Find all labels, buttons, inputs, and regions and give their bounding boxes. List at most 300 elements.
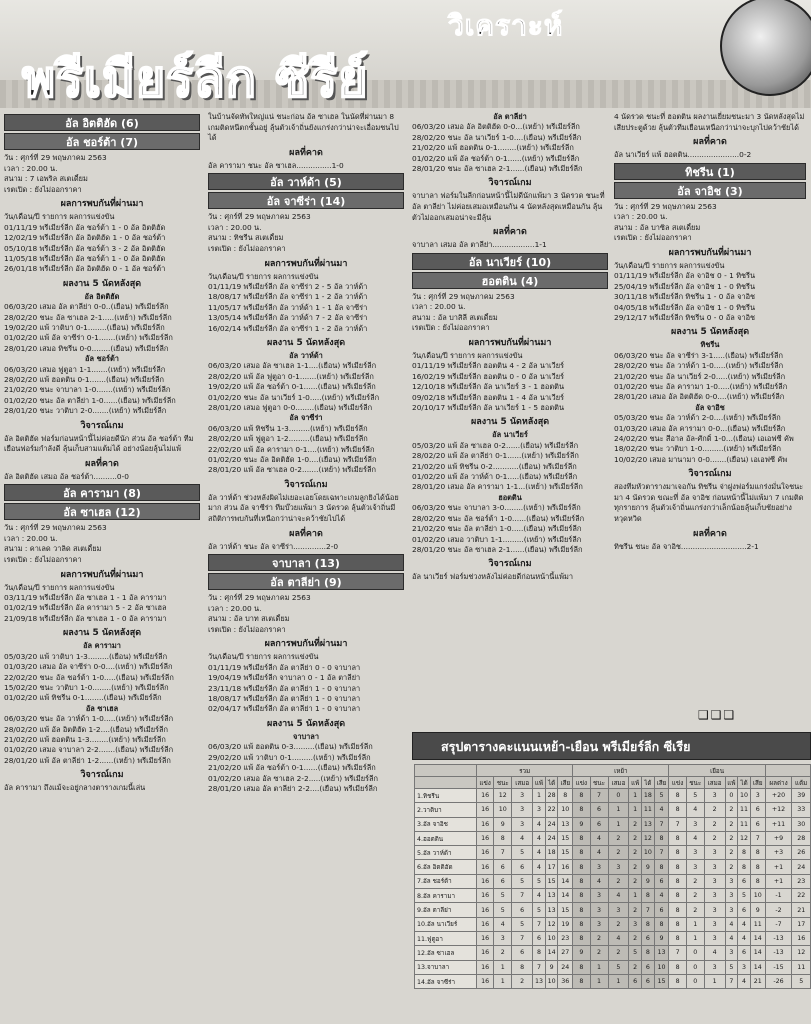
analysis-text: อัล นาเวียร์ ฟอร์มช่วงหลังไม่ค่อยดีก่อนหน้านี้แพ้มา bbox=[412, 572, 573, 582]
column-header: แข่ง bbox=[573, 777, 590, 789]
stat-cell: 8 bbox=[669, 960, 686, 974]
last5-row: 05/03/20 แพ้ วาติบา 1-3.........(เยือน) พรีเมียร์ลีก bbox=[4, 651, 168, 661]
stat-cell: 2 bbox=[629, 874, 642, 888]
last5-row: 28/01/20 เสมอ ฟูตูอา 0-0........(เยือน) พรีเมียร์ลีก bbox=[208, 403, 373, 413]
team-name-cell: 14.อัล จาซีร่า bbox=[415, 974, 477, 988]
standings-body bbox=[415, 789, 811, 989]
stat-cell: 33 bbox=[792, 803, 811, 817]
table-row bbox=[415, 874, 811, 888]
prediction: อัล อิตติฮัด เสมอ อัล ชอร์ต้า..........0-0 bbox=[4, 471, 129, 481]
last5-heading: ผลงาน 5 นัดหลังสุด bbox=[266, 718, 346, 729]
last5-heading: ผลงาน 5 นัดหลังสุด bbox=[266, 338, 346, 348]
stat-cell: 5 bbox=[608, 960, 629, 974]
last5-heading: ผลงาน 5 นัดหลังสุด bbox=[62, 628, 142, 639]
stat-cell: 3 bbox=[704, 931, 725, 945]
stat-cell: 7 bbox=[725, 974, 738, 988]
last5-row: 28/02/20 แพ้ ฟูตูอา 1-2.........(เยือน) พรีเมียร์ลีก bbox=[208, 434, 368, 444]
info-line: สนาม : 7 เอพริล สเตเดี้ยม bbox=[4, 174, 88, 184]
h2h-row: 12/02/19 พรีเมียร์ลีก อัล อิตติฮัด 1 - 0 อัล ชอร์ต้า bbox=[4, 233, 166, 243]
h2h-row: 25/04/19 พรีเมียร์ลีก อัล จาอิช 1 - 0 ทิชรีน bbox=[614, 281, 756, 291]
table-row bbox=[415, 889, 811, 903]
stat-cell: 2 bbox=[725, 846, 738, 860]
last5-row: 28/02/20 ชนะ อัล ชอร์ต้า 1-0......(เยือน) พรีเมียร์ลีก bbox=[412, 513, 585, 523]
stat-cell: 8 bbox=[512, 960, 533, 974]
stat-cell: 12 bbox=[642, 831, 655, 845]
table-row bbox=[415, 931, 811, 945]
last5-row: 28/01/20 เสมอ อัล คารามา 1-1...(เหย้า) พรีเมียร์ลีก bbox=[412, 482, 583, 492]
stat-cell: 8 bbox=[669, 860, 686, 874]
h2h-row: วัน/เดือน/ปี รายการ ผลการแข่งขัน bbox=[614, 260, 725, 270]
team-name-cell: 3.อัล จาอิช bbox=[415, 817, 477, 831]
team-name-cell: 8.อัล คารามา bbox=[415, 889, 477, 903]
stat-cell: 8 bbox=[669, 903, 686, 917]
last5-team: อัล นาเวียร์ bbox=[492, 430, 528, 440]
stat-cell: 6 bbox=[738, 903, 751, 917]
stat-cell: 10 bbox=[545, 974, 558, 988]
team-bar-away: อัล จาซีร่า (14) bbox=[208, 192, 404, 209]
stat-cell: 2 bbox=[629, 831, 642, 845]
team-name-cell: 10.อัล นาเวียร์ bbox=[415, 917, 477, 931]
column-header: แข่ง bbox=[669, 777, 686, 789]
stat-cell: 8 bbox=[669, 931, 686, 945]
stat-cell: 5 bbox=[725, 960, 738, 974]
stat-cell: 3 bbox=[725, 903, 738, 917]
stat-cell: +12 bbox=[765, 803, 792, 817]
group-total-header: รวม bbox=[477, 765, 573, 777]
last5-team: อัล จาอิช bbox=[695, 402, 725, 412]
analysis-text: จาบาลา ฟอร์มในลีกก่อนหน้านี้ไม่ดีนักแพ้มา 3 นัดรวด ชนะที่ อัล ตาลีย่า ไม่ค่อยเสมอเหมือนกัน 4 นัดหลังสุดเหมือนกัน ลุ้นตัวไม่ออกเสมอน่าจะมีลุ้น bbox=[412, 191, 605, 222]
stat-cell: 3 bbox=[704, 789, 725, 803]
column-4 bbox=[614, 112, 806, 552]
h2h-heading: ผลการพบกันที่ผ่านมา bbox=[60, 569, 144, 580]
h2h-row: 11/05/17 พรีเมียร์ลีก อัล วาห์ด้า 1 - 1 อัล จาซีร่า bbox=[208, 302, 368, 312]
last5-team: อัล วาห์ด้า bbox=[289, 351, 323, 360]
last5-row: 01/02/20 เสมอ วาติบา 1-1.........(เหย้า) พรีเมียร์ลีก bbox=[412, 534, 582, 544]
stat-cell: 3 bbox=[704, 917, 725, 931]
stat-cell: 3 bbox=[629, 917, 642, 931]
stat-cell: 2 bbox=[629, 860, 642, 874]
stat-cell: 27 bbox=[558, 946, 573, 960]
stat-cell: 8 bbox=[573, 974, 590, 988]
stat-cell: 3 bbox=[590, 917, 608, 931]
stat-cell: 8 bbox=[533, 946, 546, 960]
stat-cell: 3 bbox=[704, 903, 725, 917]
corner-cell bbox=[415, 765, 477, 777]
stat-cell: 13 bbox=[642, 817, 655, 831]
stat-cell: 3 bbox=[512, 803, 533, 817]
team-bar-away: อัล ชอร์ต้า (7) bbox=[4, 133, 200, 150]
h2h-row: 23/11/18 พรีเมียร์ลีก อัล ตาลีย่า 1 - 0 จาบาลา bbox=[208, 683, 361, 693]
table-row bbox=[415, 860, 811, 874]
stat-cell: 2 bbox=[725, 831, 738, 845]
last5-row: 28/01/20 ชนะ วาติบา 2-0.......(เหย้า) พรีเมียร์ลีก bbox=[4, 406, 167, 416]
last5-team: อัล คารามา bbox=[83, 641, 121, 651]
column-header: เสมอ bbox=[608, 777, 629, 789]
stat-cell: 10 bbox=[738, 789, 751, 803]
last5-row: 06/03/20 เสมอ ฟูตูอา 1-1.......(เหย้า) พรีเมียร์ลีก bbox=[4, 364, 166, 374]
last5-row: 28/02/20 แพ้ อัล ตาลีย่า 0-1......(เหย้า) พรีเมียร์ลีก bbox=[412, 451, 579, 461]
stat-cell: 4 bbox=[704, 946, 725, 960]
last5-row: 06/03/20 เสมอ อัล ซาเฮล 1-1....(เยือน) พรีเมียร์ลีก bbox=[208, 361, 377, 371]
info-line: เรตเปิด : ยังไม่ออกราคา bbox=[208, 624, 286, 634]
stat-cell: 24 bbox=[545, 817, 558, 831]
stat-cell: 2 bbox=[704, 803, 725, 817]
stat-cell: 3 bbox=[725, 946, 738, 960]
stat-cell: 12 bbox=[792, 946, 811, 960]
info-line: สนาม : ทิชรีน สเตเดี้ยม bbox=[208, 233, 284, 243]
stat-cell: 13 bbox=[533, 974, 546, 988]
stat-cell: 13 bbox=[654, 946, 669, 960]
column-header: เสีย bbox=[654, 777, 669, 789]
info-line: เวลา : 20.00 น. bbox=[208, 222, 262, 232]
stat-cell: 8 bbox=[654, 860, 669, 874]
stat-cell: 8 bbox=[573, 831, 590, 845]
section-title: พรีเมียร์ลีก ซีรีย์ bbox=[22, 50, 369, 108]
stat-cell: 0 bbox=[686, 946, 704, 960]
stat-cell: 3 bbox=[533, 803, 546, 817]
stat-cell: 8 bbox=[669, 846, 686, 860]
stat-cell: 4 bbox=[533, 846, 546, 860]
table-row bbox=[415, 846, 811, 860]
stat-cell: 4 bbox=[686, 803, 704, 817]
stat-cell: 2 bbox=[704, 831, 725, 845]
stat-cell: 9 bbox=[573, 817, 590, 831]
stat-cell: 4 bbox=[590, 831, 608, 845]
stat-cell: 8 bbox=[573, 960, 590, 974]
stat-cell: 8 bbox=[642, 946, 655, 960]
stat-cell: 7 bbox=[654, 817, 669, 831]
h2h-row: 16/02/14 พรีเมียร์ลีก อัล จาซีร่า 1 - 2 อัล วาห์ด้า bbox=[208, 323, 368, 333]
stat-cell: 2 bbox=[686, 889, 704, 903]
stat-cell: 8 bbox=[642, 889, 655, 903]
h2h-row: 11/05/18 พรีเมียร์ลีก อัล ชอร์ต้า 1 - 0 อัล อิตติฮัด bbox=[4, 254, 166, 263]
table-row bbox=[415, 960, 811, 974]
h2h-row: 01/02/19 พรีเมียร์ลีก อัล คารามา 5 - 2 อัล ซาเฮล bbox=[4, 603, 167, 613]
h2h-row: 21/09/18 พรีเมียร์ลีก อัล ซาเฮล 1 - 0 อัล คารามา bbox=[4, 613, 167, 623]
stat-cell: 6 bbox=[642, 974, 655, 988]
table-row bbox=[415, 903, 811, 917]
table-row bbox=[415, 789, 811, 803]
last5-team: อัล ตาลีย่า bbox=[493, 112, 527, 121]
column-header: ได้ bbox=[738, 777, 751, 789]
stat-cell: 15 bbox=[558, 903, 573, 917]
stat-cell: 7 bbox=[642, 903, 655, 917]
column-header: ได้ bbox=[642, 777, 655, 789]
stat-cell: 1 bbox=[629, 789, 642, 803]
stat-cell: 4 bbox=[738, 974, 751, 988]
team-name-cell: 2.วาติบา bbox=[415, 803, 477, 817]
stat-cell: 2 bbox=[512, 974, 533, 988]
stat-cell: 14 bbox=[558, 874, 573, 888]
stat-cell: 16 bbox=[477, 903, 494, 917]
last5-row: 21/02/20 ชนะ จาบาลา 1-0.......(เหย้า) พรีเมียร์ลีก bbox=[4, 385, 171, 395]
stat-cell: -15 bbox=[765, 960, 792, 974]
info-line: เวลา : 20.00 น. bbox=[4, 533, 58, 543]
stat-cell: 3 bbox=[512, 817, 533, 831]
stat-cell: 6 bbox=[738, 946, 751, 960]
stat-cell: 8 bbox=[573, 860, 590, 874]
analysis-text: 4 นัดรวด ชนะที่ ฮอตติน ผลงานเยี่ยมชนะมา 3 นัดหลังสุดไม่เสียประตูด้วย ลุ้นตัวทีมเยือนเหนือกว่าน่าจะบุกไปคว้าชัยได้ bbox=[614, 112, 805, 132]
stat-cell: 16 bbox=[477, 974, 494, 988]
info-line: เรตเปิด : ยังไม่ออกราคา bbox=[4, 184, 82, 194]
stat-cell: 14 bbox=[545, 946, 558, 960]
h2h-row: 01/11/19 พรีเมียร์ลีก อัล จาอิช 0 - 1 ทิชรีน bbox=[614, 271, 756, 281]
h2h-row: 01/11/19 พรีเมียร์ลีก อัล จาซีร่า 2 - 5 อัล วาห์ด้า bbox=[208, 281, 368, 291]
stat-cell: 1 bbox=[686, 931, 704, 945]
stat-cell: 8 bbox=[738, 860, 751, 874]
team-bar-home: อัล อิตติฮัด (6) bbox=[4, 114, 200, 131]
table-row bbox=[415, 974, 811, 988]
last5-row: 21/02/20 ชนะ อัล นาเวียร์ 2-0.....(เหย้า) พรีเมียร์ลีก bbox=[614, 371, 786, 381]
stat-cell: 7 bbox=[533, 960, 546, 974]
stat-cell: 8 bbox=[669, 831, 686, 845]
stat-cell: 11 bbox=[642, 803, 655, 817]
stat-cell: 1 bbox=[629, 803, 642, 817]
column-2 bbox=[208, 112, 404, 794]
stat-cell: 12 bbox=[494, 789, 512, 803]
info-line: สนาม : คาเลด วาลิด สเตเดี้ยม bbox=[4, 544, 102, 554]
last5-row: 28/01/20 ชนะ อัล ซาเฮล 2-1......(เยือน) พรีเมียร์ลีก bbox=[412, 164, 583, 174]
prediction-heading: ผลที่คาด bbox=[289, 528, 323, 539]
stat-cell: 8 bbox=[573, 903, 590, 917]
stat-cell: 8 bbox=[494, 831, 512, 845]
last5-row: 05/03/20 แพ้ อัล ซาเฮล 0-2......(เยือน) พรีเมียร์ลีก bbox=[412, 440, 579, 450]
stat-cell: 24 bbox=[545, 831, 558, 845]
prediction-heading: ผลที่คาด bbox=[493, 227, 527, 238]
team-name-cell: 1.ทิชรีน bbox=[415, 789, 477, 803]
last5-team: จาบาลา bbox=[292, 731, 319, 741]
stat-cell: 9 bbox=[642, 874, 655, 888]
team-name-cell: 6.อัล อิตติฮัด bbox=[415, 860, 477, 874]
h2h-row: 13/05/14 พรีเมียร์ลีก อัล วาห์ด้า 7 - 2 อัล จาซีร่า bbox=[208, 313, 368, 323]
table-row bbox=[415, 917, 811, 931]
stat-cell: 9 bbox=[573, 946, 590, 960]
stat-cell: 6 bbox=[533, 931, 546, 945]
stat-cell: 6 bbox=[642, 960, 655, 974]
info-line: วัน : ศุกร์ที่ 29 พฤษภาคม 2563 bbox=[4, 153, 107, 162]
stat-cell: 17 bbox=[792, 917, 811, 931]
team-name-cell: 5.อัล วาห์ด้า bbox=[415, 846, 477, 860]
standings-table bbox=[414, 764, 811, 989]
stat-cell: 30 bbox=[792, 817, 811, 831]
last5-team: ฮอตติน bbox=[498, 492, 522, 502]
info-line: สนาม : อัล บาซิล สเตเดี้ยม bbox=[614, 222, 701, 232]
info-line: สนาม : อัล บาท สเตเดี้ยม bbox=[208, 614, 290, 624]
stat-cell: 3 bbox=[704, 874, 725, 888]
stat-cell: 18 bbox=[642, 789, 655, 803]
h2h-row: 01/11/19 พรีเมียร์ลีก อัล ตาลีย่า 0 - 0 จาบาลา bbox=[208, 662, 361, 672]
stat-cell: 7 bbox=[512, 889, 533, 903]
team-bar-away: ฮอตติน (4) bbox=[412, 272, 608, 289]
last5-row: 28/02/20 แพ้ อัล อิตติฮัด 1-2....(เยือน) พรีเมียร์ลีก bbox=[4, 724, 169, 734]
stat-cell: 8 bbox=[750, 860, 765, 874]
stat-cell: 9 bbox=[750, 903, 765, 917]
stat-cell: 7 bbox=[750, 831, 765, 845]
stat-cell: 1 bbox=[608, 803, 629, 817]
team-bar-home: อัล วาห์ด้า (5) bbox=[208, 173, 404, 190]
stat-cell: 11 bbox=[738, 817, 751, 831]
stat-cell: -1 bbox=[765, 889, 792, 903]
column-header: ชนะ bbox=[590, 777, 608, 789]
prediction-heading: ผลที่คาด bbox=[693, 528, 727, 539]
info-line: สนาม : อัล บาสิลี สเตเดี้ยม bbox=[412, 312, 498, 322]
stat-cell: 7 bbox=[654, 846, 669, 860]
stat-cell: 21 bbox=[750, 974, 765, 988]
stat-cell: 28 bbox=[545, 789, 558, 803]
group-home-header: เหย้า bbox=[573, 765, 669, 777]
stat-cell: 16 bbox=[477, 960, 494, 974]
last5-row: 21/02/20 ชนะ อัล ตาลีย่า 1-0.....(เยือน) พรีเมียร์ลีก bbox=[412, 524, 582, 534]
last5-team: อัล ชอร์ต้า bbox=[85, 354, 119, 364]
stat-cell: 13 bbox=[545, 889, 558, 903]
h2h-row: 02/04/17 พรีเมียร์ลีก อัล ตาลีย่า 1 - 0 จาบาลา bbox=[208, 704, 361, 714]
last5-row: 24/02/20 ชนะ สีอาล อัล-ศักดิ์ 1-0...(เยือน) เอเอฟซี คัพ bbox=[614, 434, 794, 444]
h2h-row: 26/01/18 พรีเมียร์ลีก อัล อิตติฮัด 0 - 1 อัล ชอร์ต้า bbox=[4, 264, 166, 274]
stat-cell: 3 bbox=[686, 817, 704, 831]
corner-cell bbox=[415, 777, 477, 789]
stat-cell: 3 bbox=[590, 860, 608, 874]
stat-cell: 6 bbox=[512, 903, 533, 917]
column-header: ชนะ bbox=[494, 777, 512, 789]
stat-cell: 8 bbox=[669, 917, 686, 931]
stat-cell: 19 bbox=[558, 917, 573, 931]
table-row bbox=[415, 946, 811, 960]
stat-cell: 6 bbox=[494, 860, 512, 874]
stat-cell: 24 bbox=[792, 860, 811, 874]
h2h-row: 01/11/19 พรีเมียร์ลีก อัล ชอร์ต้า 1 - 0 อัล อิตติฮัด bbox=[4, 222, 166, 232]
team-name-cell: 11.ฟูตูอา bbox=[415, 931, 477, 945]
info-line: เรตเปิด : ยังไม่ออกราคา bbox=[4, 555, 82, 565]
h2h-row: 18/08/17 พรีเมียร์ลีก อัล จาซีร่า 1 - 2 อัล วาห์ด้า bbox=[208, 292, 368, 302]
stat-cell: 6 bbox=[750, 817, 765, 831]
stat-cell: 3 bbox=[608, 903, 629, 917]
team-name-cell: 13.จาบาลา bbox=[415, 960, 477, 974]
stat-cell: 2 bbox=[629, 960, 642, 974]
info-line: เวลา : 20.00 น. bbox=[4, 163, 58, 173]
stat-cell: 13 bbox=[545, 903, 558, 917]
h2h-row: 12/10/18 พรีเมียร์ลีก อัล นาเวียร์ 3 - 1 ฮอตติน bbox=[412, 382, 564, 392]
stat-cell: 8 bbox=[669, 874, 686, 888]
stat-cell: 0 bbox=[725, 789, 738, 803]
stat-cell: 23 bbox=[558, 931, 573, 945]
h2h-row: 04/05/18 พรีเมียร์ลีก อัล จาอิช 1 - 0 ทิชรีน bbox=[614, 302, 756, 312]
stat-cell: 2 bbox=[725, 860, 738, 874]
stat-cell: 15 bbox=[558, 831, 573, 845]
stat-cell: 4 bbox=[608, 889, 629, 903]
stat-cell: 3 bbox=[686, 860, 704, 874]
stat-cell: 10 bbox=[558, 803, 573, 817]
last5-team: อัล อิตติฮัด bbox=[84, 291, 120, 301]
last5-row: 01/03/20 เสมอ อัล จาซีร่า 0-0....(เหย้า) พรีเมียร์ลีก bbox=[4, 662, 173, 672]
standings-column-row bbox=[415, 777, 811, 789]
stat-cell: 3 bbox=[686, 846, 704, 860]
stat-cell: 5 bbox=[494, 903, 512, 917]
analysis-heading: วิจารณ์เกม bbox=[80, 420, 124, 431]
team-bar-home: จาบาลา (13) bbox=[208, 554, 404, 571]
analysis-heading: วิจารณ์เกม bbox=[688, 469, 732, 480]
stat-cell: 16 bbox=[477, 931, 494, 945]
stat-cell: 4 bbox=[738, 917, 751, 931]
h2h-row: วัน/เดือน/ปี รายการ ผลการแข่งขัน bbox=[208, 652, 319, 662]
stat-cell: 6 bbox=[494, 874, 512, 888]
stat-cell: 22 bbox=[792, 889, 811, 903]
stat-cell: 12 bbox=[738, 831, 751, 845]
stat-cell: 1 bbox=[533, 789, 546, 803]
team-bar-home: อัล นาเวียร์ (10) bbox=[412, 253, 608, 270]
stat-cell: 2 bbox=[608, 946, 629, 960]
column-3 bbox=[412, 112, 608, 583]
prediction: อัล คารามา ชนะ อัล ซาเฮล...............1-0 bbox=[208, 160, 344, 170]
stat-cell: 8 bbox=[669, 803, 686, 817]
match-info bbox=[4, 153, 200, 195]
prediction: จาบาลา เสมอ อัล ตาลีย่า..................1-1 bbox=[412, 240, 547, 250]
stat-cell: 3 bbox=[494, 931, 512, 945]
last5-heading: ผลงาน 5 นัดหลังสุด bbox=[62, 278, 142, 289]
stat-cell: 2 bbox=[608, 846, 629, 860]
column-1 bbox=[4, 112, 200, 794]
info-line: วัน : ศุกร์ที่ 29 พฤษภาคม 2563 bbox=[208, 593, 311, 603]
stat-cell: -13 bbox=[765, 931, 792, 945]
last5-row: 19/02/20 แพ้ อัล ชอร์ต้า 0-1......(เยือน) พรีเมียร์ลีก bbox=[208, 382, 376, 392]
stat-cell: 3 bbox=[590, 889, 608, 903]
last5-team: อัล จาซีร่า bbox=[289, 413, 323, 423]
stat-cell: 6 bbox=[642, 931, 655, 945]
stat-cell: 1 bbox=[494, 960, 512, 974]
stat-cell: 21 bbox=[792, 903, 811, 917]
team-bar-away: อัล ซาเฮล (12) bbox=[4, 503, 200, 520]
stat-cell: 26 bbox=[792, 846, 811, 860]
stat-cell: +1 bbox=[765, 860, 792, 874]
match-info bbox=[208, 593, 404, 635]
stat-cell: 12 bbox=[545, 917, 558, 931]
group-away-header: เยือน bbox=[669, 765, 765, 777]
stat-cell: 16 bbox=[477, 789, 494, 803]
last5-row: 29/02/20 แพ้ วาติบา 0-1.........(เหย้า) พรีเมียร์ลีก bbox=[208, 752, 371, 762]
blank-header bbox=[765, 765, 810, 777]
last5-row: 01/02/20 แพ้ อัล วาห์ด้า 0-1.....(เยือน) พรีเมียร์ลีก bbox=[412, 472, 578, 482]
stat-cell: 7 bbox=[494, 846, 512, 860]
analysis-text: ในบ้านจัดทัพใหญ่แน่ ชนะก่อน อัล ซาเฮล ในนัดที่ผ่านมา 8 เกมติดหนีตกชั้นอยู่ ลุ้นตัวเจ้าถิ่นยังแกร่งกว่าน่าจะเอื่อมชนไปได้ bbox=[208, 112, 399, 143]
last5-row: 28/02/20 ชนะ อัล นาเวียร์ 1-0....(เยือน) พรีเมียร์ลีก bbox=[412, 132, 582, 142]
stat-cell: 4 bbox=[725, 931, 738, 945]
column-header: เสมอ bbox=[512, 777, 533, 789]
column-header: ได้ bbox=[545, 777, 558, 789]
last5-row: 01/02/20 ชนะ อัล นาเวียร์ 1-0.....(เหย้า) พรีเมียร์ลีก bbox=[208, 392, 380, 402]
last5-row: 21/02/20 แพ้ อัล ชอร์ต้า 0-1......(เยือน) พรีเมียร์ลีก bbox=[208, 763, 376, 773]
stat-cell: 4 bbox=[494, 917, 512, 931]
stat-cell: 8 bbox=[654, 917, 669, 931]
info-line: วัน : ศุกร์ที่ 29 พฤษภาคม 2563 bbox=[208, 212, 311, 222]
stat-cell: 8 bbox=[654, 831, 669, 845]
stat-cell: 6 bbox=[750, 803, 765, 817]
column-header: ชนะ bbox=[686, 777, 704, 789]
stat-cell: 6 bbox=[590, 817, 608, 831]
h2h-heading: ผลการพบกันที่ผ่านมา bbox=[264, 258, 348, 269]
stat-cell: 14 bbox=[750, 946, 765, 960]
analysis-text: อัล อิตติฮัด ฟอร์มก่อนหน้านี้ไม่ค่อยดีนัก ส่วน อัล ชอร์ต้า ทีมเยือนฟอร์มกำลังดี ลุ้นเก็บสามแต้มได้ อย่างน้อยลุ้นไม่แพ้ bbox=[4, 433, 194, 454]
stat-cell: 4 bbox=[533, 831, 546, 845]
info-line: วัน : ศุกร์ที่ 29 พฤษภาคม 2563 bbox=[4, 523, 107, 533]
stat-cell: -26 bbox=[765, 974, 792, 988]
stat-cell: 1 bbox=[704, 974, 725, 988]
stat-cell: 5 bbox=[629, 946, 642, 960]
stat-cell: 16 bbox=[477, 860, 494, 874]
stat-cell: 2 bbox=[725, 817, 738, 831]
match-info bbox=[4, 523, 200, 565]
h2h-row: 09/02/18 พรีเมียร์ลีก ฮอตติน 1 - 4 อัล นาเวียร์ bbox=[412, 392, 564, 402]
stat-cell: 6 bbox=[512, 946, 533, 960]
stat-cell: 9 bbox=[654, 931, 669, 945]
